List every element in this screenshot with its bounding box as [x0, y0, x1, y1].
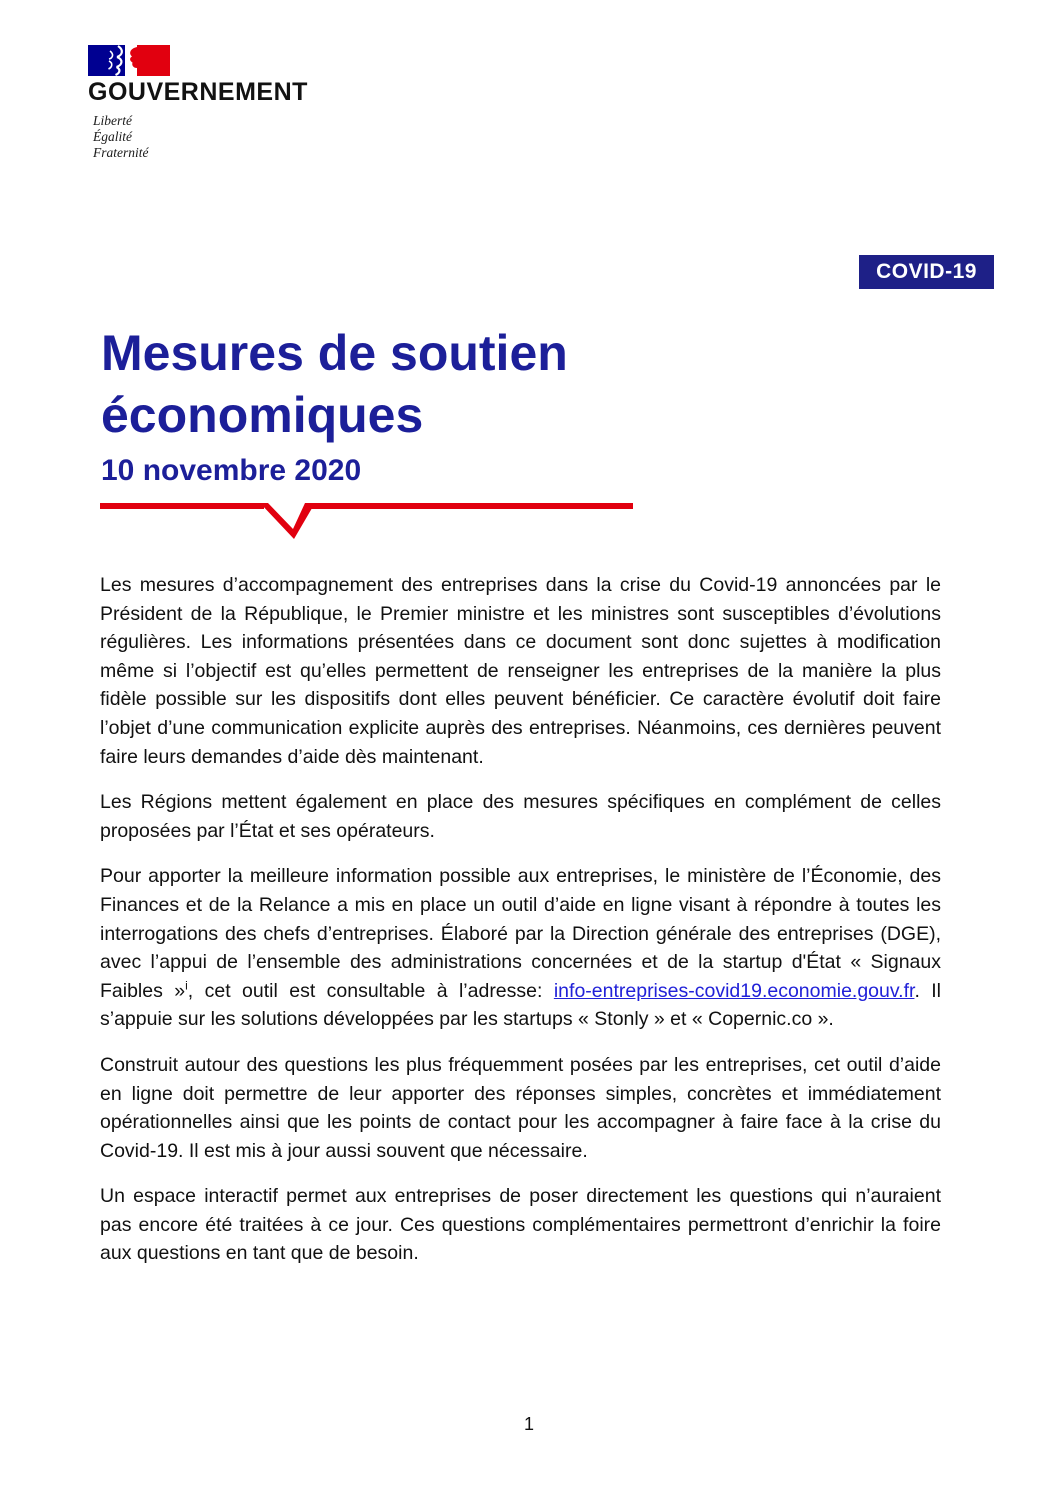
motto-liberte: Liberté — [93, 112, 132, 128]
page-title — [101, 322, 801, 446]
title-underline-divider — [100, 501, 633, 541]
paragraph-outil-text-before-note: Pour apporter la meilleure information possible aux entreprises, le ministère de l’Économie, des Finances et de la Relance a mis en place un outil d’aide en ligne visant à répondre à toutes les interrogations des chefs d’entreprises. Élaboré par la Direction générale des entreprises (DGE), avec l’appui de l’ensemble des administrations concernées et de la startup d'État « Signaux Faibles » — [100, 865, 941, 1002]
government-logo — [88, 45, 308, 161]
page-title-line1: Mesures de soutien — [101, 325, 568, 381]
endnote-reference: i — [185, 978, 188, 993]
document-body — [100, 571, 941, 1285]
motto-fraternite: Fraternité — [93, 144, 149, 160]
covid19-badge: COVID-19 — [859, 255, 994, 289]
info-entreprises-link[interactable]: info-entreprises-covid19.economie.gouv.fr — [553, 979, 915, 1002]
paragraph-espace-interactif: Un espace interactif permet aux entreprises de poser directement les questions qui n’auraient pas encore été traitées à ce jour. Ces questions complémentaires permettront d’enrichir la foire aux questions en tant que de besoin. — [100, 1185, 941, 1265]
paragraph-outil-aide — [100, 862, 941, 1034]
paragraph-outil-text-between: , cet outil est consultable à l’adresse: — [187, 979, 554, 1002]
page-title-line2: économiques — [101, 387, 424, 443]
page-number: 1 — [523, 1414, 534, 1434]
paragraph-construit: Construit autour des questions les plus fréquemment posées par les entreprises, cet outil d’aide en ligne doit permettre de leur apporter des réponses simples, concrètes et immédiatement opérationnelles ainsi que les points de contact pour les accompagner à faire face à la crise du Covid-19. Il est mis à jour aussi souvent que nécessaire. — [100, 1053, 941, 1162]
paragraph-regions: Les Régions mettent également en place des mesures spécifiques en complément de celles proposées par l’État et ses opérateurs. — [100, 791, 941, 842]
gouvernement-wordmark: GOUVERNEMENT — [88, 78, 308, 106]
french-flag-marianne-icon — [88, 45, 170, 76]
paragraph-intro: Les mesures d’accompagnement des entreprises dans la crise du Covid-19 annoncées par le Président de la République, le Premier ministre et les ministres sont susceptibles d’évolutions régulières. Les informations présentées dans ce document sont donc sujettes à modification même si l’objectif est qu’elles permettent de renseigner les entreprises de la manière la plus fidèle possible sur les dispositifs dont elles peuvent bénéficier. Ce caractère évolutif doit faire l’objet d’une communication explicite auprès des entreprises. Néanmoins, ces dernières peuvent faire leurs demandes d’aide dès maintenant. — [100, 574, 941, 768]
motto-egalite: Égalité — [93, 128, 132, 144]
title-block — [101, 322, 801, 488]
document-date: 10 novembre 2020 — [101, 454, 362, 487]
republic-motto — [93, 113, 308, 161]
paragraph-outil-text-after-link: . Il s’appuie sur les solutions développées par les startups « Stonly » et « Copernic.co ». — [100, 979, 942, 1031]
